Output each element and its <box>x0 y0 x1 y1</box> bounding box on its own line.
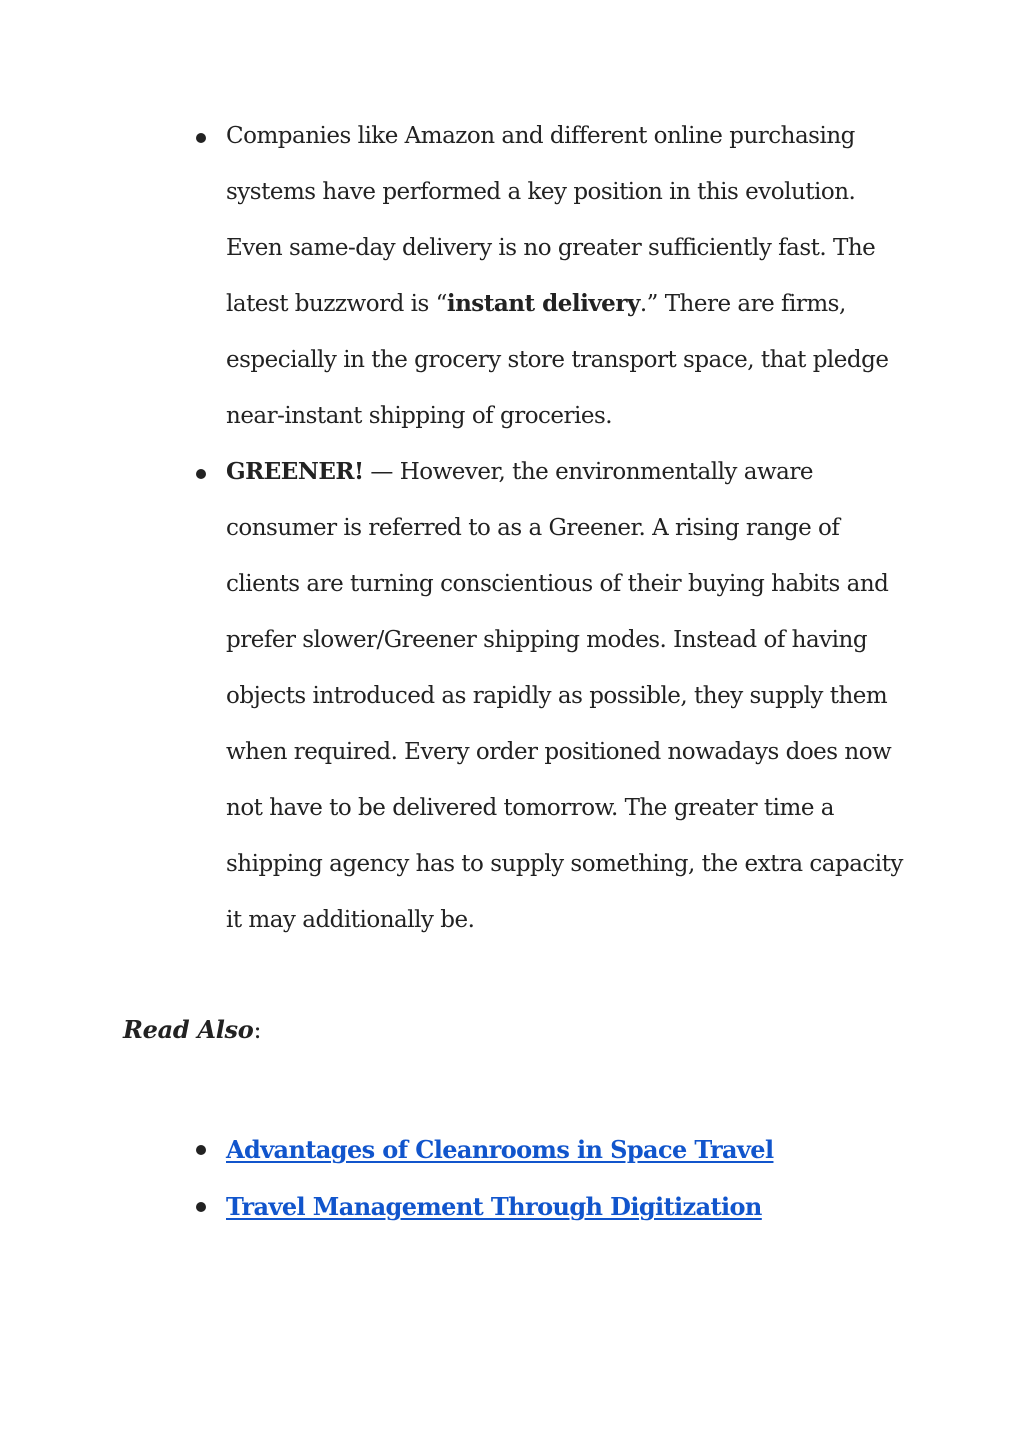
list-item <box>0 108 906 444</box>
bullet-text-tail: — However, the environmentally aware consumer is referred to as a Greener. A rising range of clients are turning conscientious of their buying habits and prefer slower/Greener shipping modes. Instead of having objects introduced as rapidly as possible, they supply them when required. Every order positioned nowadays does now not have to be delivered tomorrow. The greater time a shipping agency has to supply something, the extra capacity it may additionally be. <box>226 459 903 933</box>
bullet-text-tail: .” There are firms, especially in the grocery store transport space, that pledge near-instant shipping of groceries. <box>226 291 889 429</box>
related-link-item <box>0 1128 773 1185</box>
related-links-list <box>0 1128 773 1242</box>
bullet-icon <box>196 133 206 143</box>
bullet-text <box>226 444 906 948</box>
bullet-text <box>226 108 906 444</box>
list-item <box>0 444 906 948</box>
bullet-bold-term: GREENER! <box>226 458 364 485</box>
read-also-label: Read Also <box>123 1015 254 1044</box>
bullet-bold-term: instant delivery <box>446 290 640 317</box>
read-also-heading <box>123 1008 261 1052</box>
bullet-icon <box>196 469 206 479</box>
related-link-item <box>0 1185 773 1242</box>
bullet-list <box>0 108 1024 948</box>
read-also-colon: : <box>253 1016 262 1044</box>
link-travel-management-digitization[interactable]: Travel Management Through Digitization <box>226 1192 762 1221</box>
bullet-icon <box>196 1145 206 1155</box>
bullet-text-lead: Companies like Amazon and different online purchasing systems have performed a key position in this evolution. Even same-day delivery is no greater sufficiently fast. The latest buzzword is “ <box>226 123 876 317</box>
bullet-icon <box>196 1202 206 1212</box>
link-cleanrooms-space-travel[interactable]: Advantages of Cleanrooms in Space Travel <box>226 1135 774 1164</box>
